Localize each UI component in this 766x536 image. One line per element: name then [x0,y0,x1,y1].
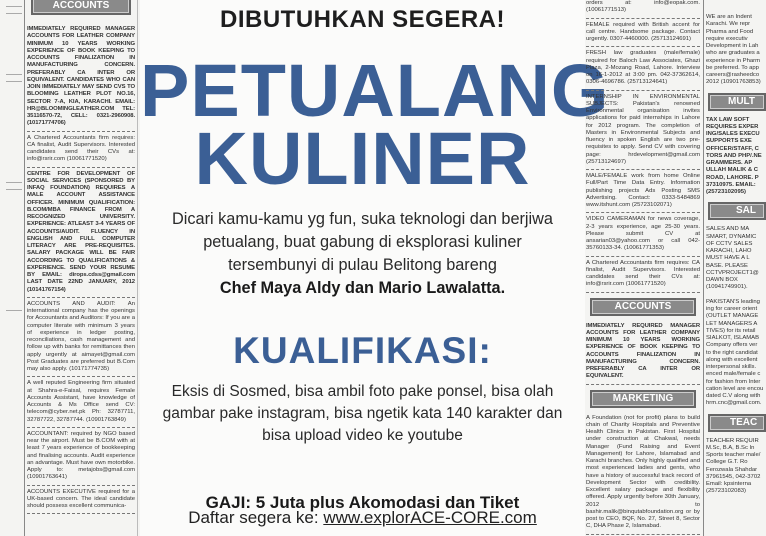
classified-ad: VIDEO CAMERAMAN for news coverage, 2-3 years experience, age 25-30 years. Please submit CV at ansarian03@yahoo.com or call 042-35760133-34. (10061771353) [586,213,700,256]
section-header-fragment: SAL [708,202,766,220]
classified-line: OFFICER/STAFF, C [706,145,759,152]
classified-line: PAKISTAN'S leading [706,298,760,305]
classifieds-right-column [586,0,700,536]
classified-line: SUPPORTS EXE [706,138,752,145]
classified-line: MUST HAVE A L [706,255,750,262]
classified-line: cation level are encou [706,385,764,392]
classified-line: SMART, DYNAMIC [706,233,757,240]
classified-line: ing for career orient [706,306,758,312]
classified-line: SALES AND MA [706,226,750,233]
classified-line: TIVES) for its retail [706,327,756,334]
classified-line: Company offers ver [706,342,758,349]
classified-ad: A well reputed Engineering firm situated at Shahra-e-Faisal, requires Female Accounts Assistant, have knowledge of Accounts & Ms Office send CV: telecom@cyber.net.pk Ph: 32787711, 32787722, 32787744. (10901763849) [27,377,135,428]
classified-ad: A Chartered Accountants firm requires: CA finalist, Audit Supervisors. Interested candidates send their CVs at: info@rsrir.com (10061771520) [586,257,700,293]
column-divider [703,0,704,536]
qualifications-text: Eksis di Sosmed, bisa ambil foto pake ponsel, bisa olah gambar pake instagram, bisa ngetik kata 140 karakter dan bisa upload video ke youtube [162,383,563,444]
classified-line: TAX LAW SOFT [706,116,750,123]
classified-line: ULLAH MALIK & C [706,167,759,174]
poster-title-line2: KULINER [194,117,531,200]
classified-line: GRAMMERS. AP [706,160,753,166]
classified-line: Karachi. We repr [706,21,751,28]
classified-ad: MALE/FEMALE work from home Online Full/Part Time Data Entry. Information publishing projects Ads Posting SMS Advertising. Contact: 0333-5484869 www.itshunt.com (25723102071) [586,170,700,213]
classified-line: (25723102083) [706,488,746,495]
classifieds-far-right-column [706,0,766,536]
classified-line: (10941749901). [706,284,748,291]
qualifications-heading: KUALIFIKASI: [233,330,492,371]
classified-line: careers@rasheedco [706,72,760,78]
classified-ad: ACCOUNTS AND AUDIT: An international company has the openings for Accountants and Auditors: If you are a computer literate with minimum 3 years of experience in ledger posting, reconciliations, cash management and follow up with banks for remittances then apply urgently at aimayet@gmail.com Post Graduates are preferred but B.Com may also apply. (10171774735) [27,298,135,378]
column-divider [24,0,25,536]
classified-ad: IMMEDIATELY REQUIRED MANAGER ACCOUNTS FOR LEATHER COMPANY MINIMUM 10 YEARS WORKING EXPERIENCE OF BOOK KEEPING TO ACCOUNTS FINALIZATION IN MANUFACTURING CONCERN. PREFERABLY CA INTER OR EQUIVALENT. [586,320,700,385]
classified-line: M.Sc, B.A, B.Sc In [706,444,755,451]
apply-prefix: Daftar segera ke: [188,508,324,527]
classified-line: interpersonal skills. [706,364,757,370]
classified-line: College G.T. Ro [706,459,748,466]
column-divider [137,0,138,536]
classified-line: DAWN BOX [706,277,738,283]
classified-ad: FRESH law graduates (male/female) required for Baloch Law Associates, Ghazi Plaza, 2-Mozang Road, Lahore. Interview on 16-1-2012 at 3:00 pm. 042-37362614, 0306-4696786. (25713124641) [586,47,700,90]
apply-line [140,508,585,528]
job-poster [140,0,610,536]
classified-line: to the right candidat [706,349,758,356]
classified-line: be preferred. To app [706,64,759,71]
classified-line: WE are an Indent [706,14,752,20]
classified-ad: A Chartered Accountants firm requires: CA finalist, Audit Supervisors. Interested candidates send their CVs at: info@rsrir.com (10061771520) [27,132,135,168]
classified-line [706,292,766,299]
classified-line: ROAD, LAHORE. P [706,174,759,181]
classified-ad: FEMALE required with British accent for call centre. Handsome package. Contact urgently. 0307-4460000. (25713124691) [586,19,700,48]
classified-line: OF CCTV SALES [706,240,753,247]
intro-text: Dicari kamu-kamu yg fun, suka teknologi dan berjiwa petualang, buat gabung di eksplorasi kuliner tersembunyi di pulau Belitong bareng [172,210,553,274]
poster-title-line1: PETUALANG [140,49,610,132]
classified-line: hrm.cnc@gmail.com. [706,400,762,407]
poster-kicker: DIBUTUHKAN SEGERA! [220,6,505,33]
classified-line: (OUTLET MANAGE [706,313,759,320]
intro-chefs: Chef Maya Aldy dan Mario Lawalatta. [219,279,506,297]
classified-line: Ferozwala Shahdar [706,466,758,473]
classified-line: Development in Lah [706,43,759,49]
classified-line: KARACHI, LAHO [706,248,752,254]
section-header-fragment: TEAC [708,414,766,432]
classified-line: 2012 (10901763853) [706,79,761,86]
classified-line: Sports teacher male/ [706,452,761,458]
classified-line: dated C.V along with [706,393,761,399]
classified-line: 37961545, 042-3702 [706,473,761,480]
classified-line: REQUIRES EXPER [706,123,759,130]
classified-line: BASE. PLEASE [706,262,748,269]
section-header-accounts: ACCOUNTS [31,0,131,15]
classified-line: enced male/female c [706,371,761,378]
classified-line: who are graduates a [706,50,760,57]
classified-ad: CENTRE FOR DEVELOPMENT OF SOCIAL SERVICES (SPONSORED BY INFAQ FOUNDATION) REQUIRES A MALE ACCOUNT ASSISTANCE OFFICER. MINIMUM QUALIFICATION: B.COM/MBA FINANCE FROM A RECOGNIZED UNIVERSITY. EXPERIENCE: ATLEAST 3-4 YEARS OF ACCOUNTS/AUDIT. FLUENCY IN ENGLISH AND FULL COMPUTER LITERACY ARE PRE-REQUISITES. SALARY PACKAGE WILL BE FAIR ACCORDING TO QUALIFICATIONS & EXPERIENCE. SEND YOUR RESUME BY EMAIL: dirops.cdss@gmail.com LAST DATE 22ND JANUARY, 2012 (10141767154) [27,168,135,298]
classified-ad: A Foundation (not for profit) plans to build chain of Charity Hospitals and Preventive Health Clinics in Pakistan. First Hospital under construction at Chakwal, needs Manager (Fund Raising and Event Management) for Lahore, Islamabad and Karachi branches. Only highly qualified and most experienced ladies and gents, who have a history of successful track record of Development Sector with credibility. Excellent salary package and flexibility offered. Apply urgently before 30th January, 2012 to bashir.malik@binqutabfoundation.org or by post to CEO, BQF, No. 27, Street 8, Sector C, DHA Phase 2, Islamabad. [586,412,700,535]
classified-line: CCTVPROJECT1@ [706,269,759,276]
classified-line: TEACHER REQUIR [706,437,759,444]
classified-line: 37310975. EMAIL: [706,181,756,188]
classified-line: Pharma and Food [706,28,754,35]
classified-ad: ACCOUNTS EXECUTIVE required for a UK-based concern. The ideal candidate should possess excellent communica- [27,486,135,515]
classified-ad: ACCOUNTANT: required by NGO based near the airport. Must be B.COM with at least 7 years experience of bookkeeping and finalising accounts. Audit experience an advantage. Must have own motorbike. Apply to: metajobs@gmail.com (10901763641) [27,428,135,486]
salary-text: GAJI: 5 Juta plus Akomodasi dan Tiket [205,493,520,512]
classified-line: experience in Pharm [706,57,761,64]
poster-intro [140,208,585,300]
apply-link[interactable]: www.explorACE-CORE.com [323,508,537,527]
classified-line: ING/SALES EXECU [706,131,760,137]
classified-line: TORS AND PHP/.NE [706,152,762,159]
left-edge-column-fragment [0,0,22,536]
classified-line: for fashion from Inter [706,378,761,385]
classified-ad: IMMEDIATELY REQUIRED MANAGER ACCOUNTS FOR LEATHER COMPANY MINIMUM 10 YEARS WORKING EXPERIENCE OF BOOK KEEPING TO ACCOUNTS FINALIZATION IN MANUFACTURING CONCERN. PREFERABLY CA INTER OR EQUIVALENT. CANDIDATES WHO CAN JOIN IMMEDIATELY MAY SEND CVS TO BLOOMING LEATHER PLOT NO.16, SECTOR 7-A, KIA, KARACHI. EMAIL: HR@BLOOMINGLEATHER.COM TEL: 35116570-72, CELL: 0321-2960908. (10171774706) [27,23,135,132]
classified-ad: orders at: info@eopak.com. (10061771513) [586,0,700,19]
classified-line: (25723102095) [706,189,746,195]
classified-line: SIALKOT, ISLAMAB [706,335,760,341]
classified-ad: INTERNSHIP IN ENVIRONMENTAL SUBJECTS: Pakistan's renowned Environmental organisation invites applications for paid internships in Lahore for 2012 program. The completion of Masters in Environmental Subjects and fluency in spoken English are two pre-requisites to apply. Send CV with covering page: hrdevelopment@gmail.com (25713124697) [586,91,700,171]
classified-line: Email: kpsinterna [706,481,752,487]
section-header-accounts: ACCOUNTS [590,298,696,316]
section-header-fragment: MULT [708,93,766,111]
classifieds-left-column [27,0,135,536]
classified-line: require executiv [706,35,748,42]
classified-line: LET MANAGERS A [706,320,758,327]
section-header-marketing: MARKETING [590,390,696,408]
classified-line: along with excellent [706,356,758,363]
